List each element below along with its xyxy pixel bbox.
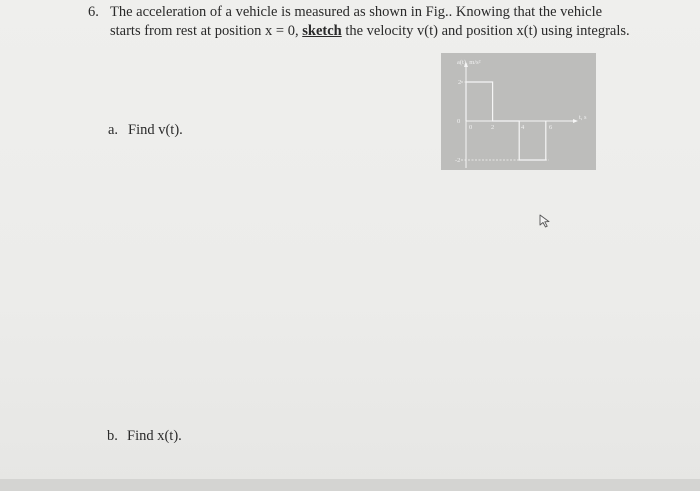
part-a-label: a. bbox=[108, 122, 119, 138]
part-a-text: Find v(t). bbox=[128, 122, 183, 138]
desk-edge bbox=[0, 479, 700, 491]
question-line-1 bbox=[88, 3, 630, 22]
y-tick-0: 0 bbox=[457, 118, 461, 125]
question-text-2b: the velocity v(t) and position x(t) using integrals. bbox=[341, 23, 630, 39]
question-6 bbox=[88, 3, 630, 41]
x-tick-2: 2 bbox=[491, 124, 495, 131]
question-text-2a: starts from rest at position x = 0, bbox=[110, 23, 303, 39]
mouse-pointer-icon bbox=[539, 214, 551, 228]
x-axis-label: t, s bbox=[579, 114, 587, 121]
question-number: 6. bbox=[88, 4, 99, 20]
acceleration-figure bbox=[441, 53, 596, 170]
sketch-emphasis: sketch bbox=[302, 23, 342, 39]
part-b-text: Find x(t). bbox=[127, 428, 182, 444]
question-text-1: The acceleration of a vehicle is measured as shown in Fig.. Knowing that the vehicle bbox=[110, 4, 603, 20]
x-tick-4: 4 bbox=[521, 124, 525, 131]
y-axis-label: a(t), m/s² bbox=[457, 59, 481, 66]
question-line-2 bbox=[88, 22, 630, 41]
part-a bbox=[108, 122, 183, 139]
x-axis-arrow bbox=[573, 119, 578, 123]
acceleration-chart bbox=[441, 53, 596, 170]
part-b bbox=[107, 428, 182, 445]
y-tick-2: 2 bbox=[458, 79, 462, 86]
y-tick-neg2: -2 bbox=[455, 157, 461, 164]
x-tick-6: 6 bbox=[549, 124, 553, 131]
part-b-label: b. bbox=[107, 428, 118, 444]
x-tick-0: 0 bbox=[469, 124, 473, 131]
